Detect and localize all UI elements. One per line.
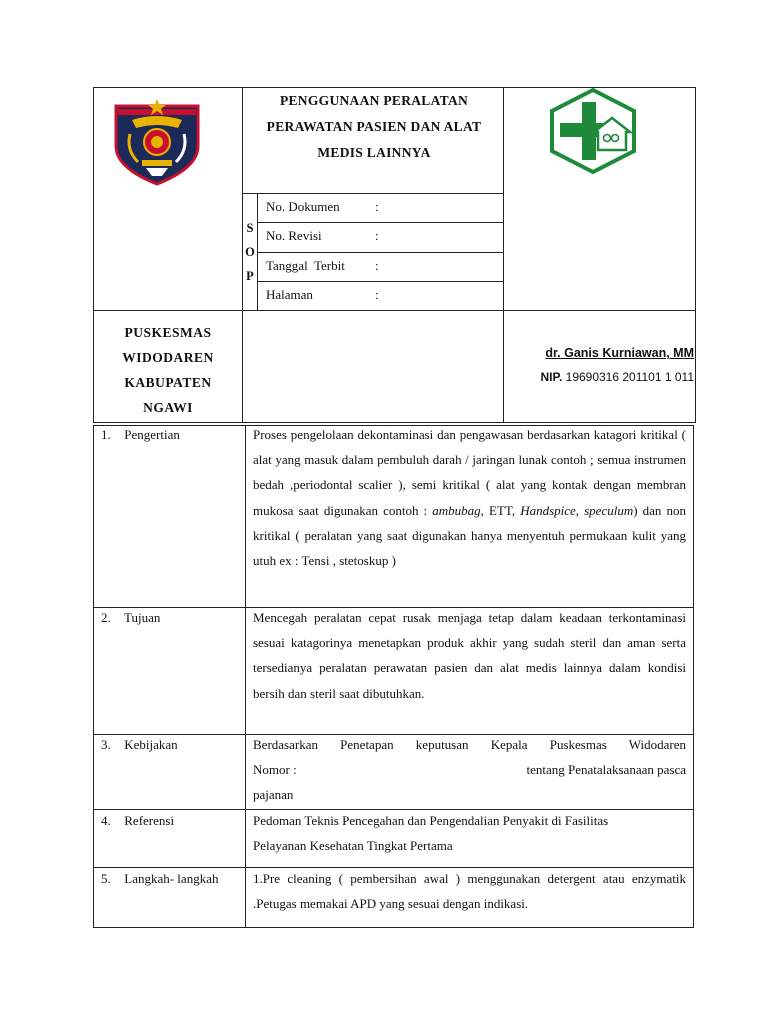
section-number: 4. [101, 813, 111, 828]
kebijakan-nomor: Nomor : [253, 762, 297, 778]
italic-term: ambubag [432, 502, 481, 518]
section-title: Pengertian [124, 427, 180, 442]
italic-term: Handspice, speculum [520, 502, 634, 518]
doc-field-tanggal-terbit [266, 258, 379, 274]
doc-field-halaman [266, 287, 379, 303]
section-text-referensi [253, 808, 686, 858]
sop-letter-p: P [246, 269, 254, 283]
doc-field-no-dokumen [266, 199, 379, 215]
kebijakan-line-1: Berdasarkan Penetapan keputusan Kepala Puskesmas Widodaren [253, 737, 686, 752]
title-line-3: MEDIS LAINNYA [317, 145, 431, 160]
referensi-line-2: Pelayanan Kesehatan Tingkat Pertama [253, 838, 453, 854]
sop-label [244, 216, 256, 288]
section-label-referensi [101, 813, 174, 829]
signatory-name: dr. Ganis Kurniawan, MM [545, 346, 694, 360]
institution-line-3: KABUPATEN [124, 375, 212, 390]
doc-field-divider-3 [257, 281, 504, 282]
kebijakan-line-2 [253, 757, 686, 782]
section-title: Langkah- langkah [124, 871, 219, 886]
section-text-tujuan: Mencegah peralatan cepat rusak menjaga tetap dalam keadaan terkontaminasi sesuai katagorinya menetapkan produk akhir yang sudah steril dan aman serta tersedianya peralatan perawatan pasien dan alat medis lainnya dalam kondisi bersih dan steril saat dibutuhkan. [253, 610, 686, 701]
title-line-1: PENGGUNAAN PERALATAN [279, 93, 469, 108]
doc-fields-top [242, 193, 504, 194]
title-line-2: PERAWATAN PASIEN DAN ALAT [266, 119, 482, 134]
kebijakan-line-3: pajanan [253, 787, 294, 803]
doc-field-no-revisi [266, 228, 379, 244]
doc-field-label: No. Revisi [266, 228, 322, 243]
section-text-langkah: 1.Pre cleaning ( pembersihan awal ) menggunakan detergent atau enzymatik .Petugas memakai APD yang sesuai dengan indikasi. [253, 871, 686, 912]
document-title [244, 88, 504, 166]
sop-letter-s: S [246, 221, 254, 235]
header-right-border [695, 87, 696, 423]
doc-field-colon: : [375, 287, 379, 302]
doc-field-label: Tanggal Terbit [266, 258, 345, 273]
section-text-pengertian: Proses pengelolaan dekontaminasi dan pengawasan berdasarkan katagori kritikal ( alat yang masuk dalam pembuluh darah / jaringan lunak contoh ; semua instrumen bedah ,periodontal scalier ), semi kritikal ( alat yang kontak dengan membran mukosa saat digunakan contoh : ambubag, ETT, Handspice, speculum) dan non kritikal ( peralatan yang saat digunakan hanya menyentuh permukaan kulit yang utuh ex : Tensi , stetoskup ) [253, 427, 687, 569]
kebijakan-tentang: tentang Penatalaksanaan pasca [526, 762, 686, 778]
nip-label: NIP. [540, 370, 563, 384]
section-number: 1. [101, 427, 111, 442]
body-left-border [93, 425, 94, 928]
nip-value: 19690316 201101 1 011 [565, 370, 694, 384]
section-number: 2. [101, 610, 111, 625]
doc-field-divider-2 [257, 252, 504, 253]
doc-field-label: No. Dokumen [266, 199, 340, 214]
body-col-divider [245, 425, 246, 928]
doc-field-colon: : [375, 228, 379, 243]
section-label-kebijakan [101, 737, 178, 753]
sop-letter-o: O [245, 245, 255, 259]
section-title: Tujuan [124, 610, 161, 625]
body-bottom-border [93, 927, 694, 928]
signatory-nip [508, 370, 694, 384]
institution-line-1: PUSKESMAS [124, 325, 212, 340]
puskesmas-logo-icon [548, 88, 638, 174]
ngawi-emblem-icon [112, 98, 202, 186]
body-right-border [693, 425, 694, 928]
header-mid-border [93, 310, 696, 311]
institution-name [94, 320, 242, 420]
section-label-langkah [101, 871, 218, 887]
section-number: 3. [101, 737, 111, 752]
section-number: 5. [101, 871, 111, 886]
referensi-line-1: Pedoman Teknis Pencegahan dan Pengendalian Penyakit di Fasilitas [253, 813, 609, 828]
doc-field-colon: : [375, 199, 379, 214]
doc-field-label: Halaman [266, 287, 313, 302]
doc-field-colon: : [375, 258, 379, 273]
doc-field-divider-1 [257, 222, 504, 223]
section-title: Kebijakan [124, 737, 178, 752]
institution-line-4: NGAWI [143, 400, 193, 415]
header-col-divider-1 [242, 87, 243, 423]
section-text-kebijakan [253, 732, 686, 807]
section-title: Referensi [124, 813, 175, 828]
institution-line-2: WIDODAREN [122, 350, 214, 365]
section-label-pengertian [101, 427, 180, 443]
section-label-tujuan [101, 610, 160, 626]
